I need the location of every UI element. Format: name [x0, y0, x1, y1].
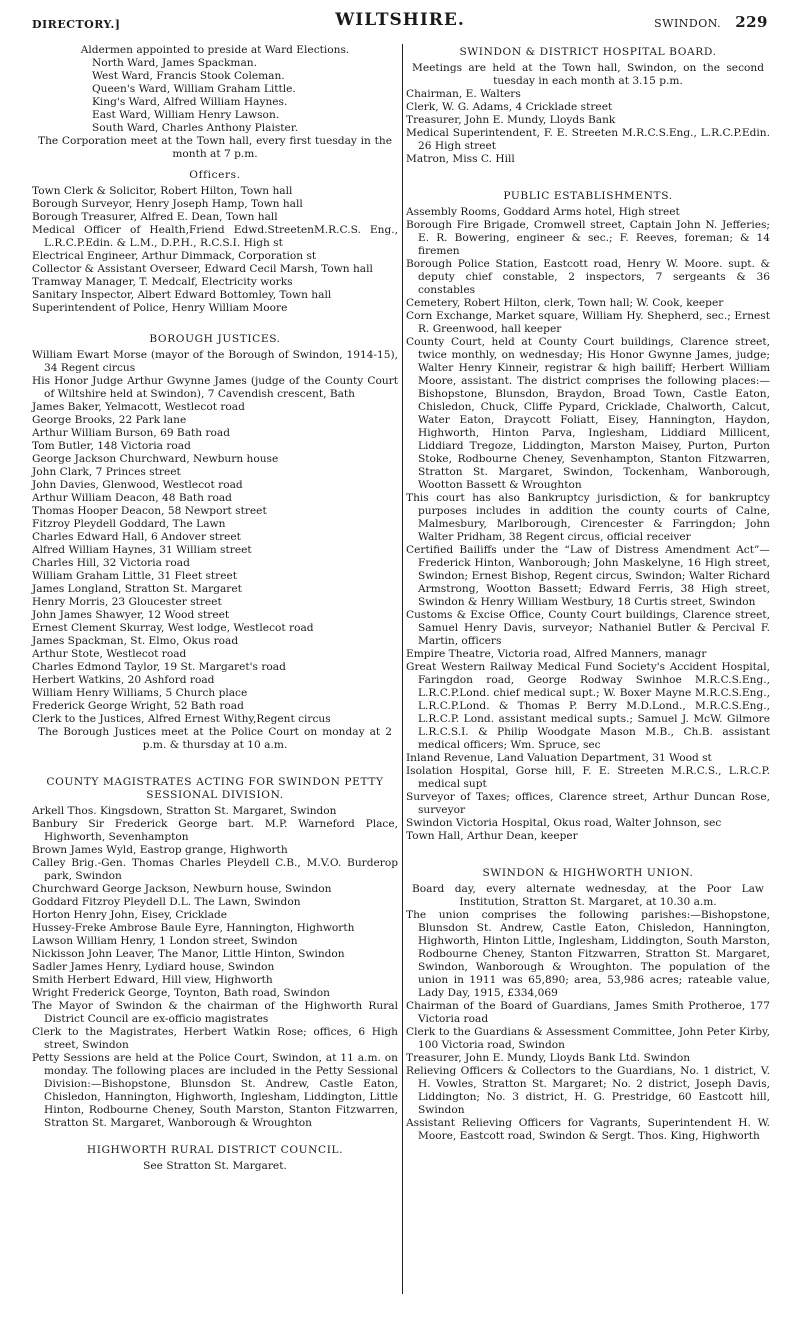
header-county: WILTSHIRE. [335, 10, 465, 30]
directory-entry: Brown James Wyld, Eastrop grange, Highworth [32, 844, 288, 856]
ward-entry: North Ward, James Spackman. [92, 57, 257, 69]
directory-entry: Clerk to the Magistrates, Herbert Watkin Rose; offices, 6 High street, Swindon [32, 1026, 398, 1051]
directory-entry: Petty Sessions are held at the Police Court, Swindon, at 11 a.m. on monday. The following places are included in the Petty Sessional Division:—Bishopstone, Blunsdon St. Andrew, Castle Eaton, Chisledon, Hannington, Highworth, Inglesham, Liddington, Little Hinton, Rodbourne Cheney, South Marston, Stanton Fitzwarren, Stratton St. Margaret, Wanborough & Wroughton [32, 1052, 398, 1129]
page-number: 229 [735, 13, 768, 31]
directory-entry: Thomas Hooper Deacon, 58 Newport street [32, 505, 267, 517]
directory-entry: Swindon Victoria Hospital, Okus road, Walter Johnson, sec [406, 817, 722, 829]
directory-entry: His Honor Judge Arthur Gwynne James (judge of the County Court of Wiltshire held at Swindon), 7 Cavendish crescent, Bath [32, 375, 398, 400]
directory-entry: This court has also Bankruptcy jurisdiction, & for bankruptcy purposes includes in addition the county courts of Calne, Malmesbury, Marlborough, Cirencester & Farringdon; John Walter Pridham, 38 Regent circus, official receiver [406, 492, 770, 543]
ward-entry: South Ward, Charles Anthony Plaister. [92, 122, 299, 134]
directory-entry: William Ewart Morse (mayor of the Borough of Swindon, 1914-15), 34 Regent circus [32, 349, 398, 374]
directory-entry: Henry Morris, 23 Gloucester street [32, 596, 222, 608]
directory-entry: John James Shawyer, 12 Wood street [32, 609, 230, 621]
directory-entry: Town Clerk & Solicitor, Robert Hilton, Town hall [32, 185, 293, 197]
directory-entry: Nickisson John Leaver, The Manor, Little Hinton, Swindon [32, 948, 345, 960]
section-heading: BOROUGH JUSTICES. [149, 333, 281, 345]
directory-entry: Inland Revenue, Land Valuation Department, 31 Wood st [406, 752, 712, 764]
directory-entry: Clerk to the Justices, Alfred Ernest Withy,Regent circus [32, 713, 331, 725]
directory-entry: Medical Superintendent, F. E. Streeten M.R.C.S.Eng., L.R.C.P.Edin. 26 High street [406, 127, 770, 152]
directory-entry: George Jackson Churchward, Newburn house [32, 453, 279, 465]
directory-entry: Herbert Watkins, 20 Ashford road [32, 674, 215, 686]
directory-entry: Treasurer, John E. Mundy, Lloyds Bank Ltd. Swindon [406, 1052, 691, 1064]
directory-entry: Calley Brig.-Gen. Thomas Charles Pleydell C.B., M.V.O. Burderop park, Swindon [32, 857, 398, 882]
directory-entry: Fitzroy Pleydell Goddard, The Lawn [32, 518, 226, 530]
directory-entry: Charles Hill, 32 Victoria road [32, 557, 190, 569]
cross-reference: See Stratton St. Margaret. [143, 1160, 287, 1172]
directory-entry: James Baker, Yelmacott, Westlecot road [32, 401, 245, 413]
directory-entry: John Davies, Glenwood, Westlecot road [32, 479, 243, 491]
directory-entry: Horton Henry John, Eisey, Cricklade [32, 909, 228, 921]
right-column [406, 44, 770, 1159]
directory-entry: Hussey-Freke Ambrose Baule Eyre, Hannington, Highworth [32, 922, 355, 934]
running-header [32, 10, 768, 34]
header-place: SWINDON. [654, 17, 722, 30]
directory-entry: Electrical Engineer, Arthur Dimmack, Corporation st [32, 250, 317, 262]
directory-entry: Borough Treasurer, Alfred E. Dean, Town hall [32, 211, 278, 223]
left-column [32, 44, 398, 1189]
section-note: The Corporation meet at the Town hall, every first tuesday in the month at 7 p.m. [38, 135, 392, 160]
directory-entry: Churchward George Jackson, Newburn house, Swindon [32, 883, 332, 895]
directory-entry: Borough Surveyor, Henry Joseph Hamp, Town hall [32, 198, 303, 210]
directory-entry: Chairman of the Board of Guardians, James Smith Protheroe, 177 Victoria road [406, 1000, 770, 1025]
directory-entry: Isolation Hospital, Gorse hill, F. E. Streeten M.R.C.S., L.R.C.P. medical supt [406, 765, 770, 790]
section [32, 1144, 398, 1173]
directory-entry: Treasurer, John E. Mundy, Lloyds Bank [406, 114, 616, 126]
ward-entry: East Ward, William Henry Lawson. [92, 109, 280, 121]
section-heading: SWINDON & HIGHWORTH UNION. [482, 867, 694, 879]
directory-entry: Clerk to the Guardians & Assessment Committee, John Peter Kirby, 100 Victoria road, Swindon [406, 1026, 770, 1051]
directory-entry: Tramway Manager, T. Medcalf, Electricity works [32, 276, 293, 288]
directory-entry: Arthur William Burson, 69 Bath road [32, 427, 231, 439]
ward-entry: West Ward, Francis Stook Coleman. [92, 70, 285, 82]
directory-entry: Sanitary Inspector, Albert Edward Bottomley, Town hall [32, 289, 332, 301]
directory-entry: Smith Herbert Edward, Hill view, Highworth [32, 974, 273, 986]
directory-entry: Superintendent of Police, Henry William Moore [32, 302, 288, 314]
directory-entry: Charles Edmond Taylor, 19 St. Margaret's road [32, 661, 286, 673]
directory-entry: Customs & Excise Office, County Court buildings, Clarence street, Samuel Henry Davis, surveyor; Nathaniel Butler & Percival F. Martin, officers [406, 609, 770, 647]
directory-entry: Certified Bailiffs under the “Law of Distress Amendment Act”—Frederick Hinton, Wanborough; John Maskelyne, 16 High street, Swindon; Ernest Bishop, Regent circus, Swindon; Walter Richard Armstrong, Wootton Bassett; Edward Ferris, 38 High street, Swindon & Henry William Westbury, 18 Curtis street, Swindon [406, 544, 770, 608]
directory-entry: George Brooks, 22 Park lane [32, 414, 187, 426]
directory-entry: James Longland, Stratton St. Margaret [32, 583, 242, 595]
section-heading: COUNTY MAGISTRATES ACTING FOR SWINDON PETTY SESSIONAL DIVISION. [46, 776, 384, 801]
section-intro: Aldermen appointed to preside at Ward Elections. [80, 44, 350, 56]
directory-entry: Arkell Thos. Kingsdown, Stratton St. Margaret, Swindon [32, 805, 337, 817]
directory-entry: Assembly Rooms, Goddard Arms hotel, High street [406, 206, 680, 218]
section-subheading: Officers. [189, 169, 241, 181]
directory-entry: Alfred William Haynes, 31 William street [32, 544, 252, 556]
header-place-page [654, 13, 768, 31]
directory-entry: Clerk, W. G. Adams, 4 Cricklade street [406, 101, 613, 113]
ward-entry: Queen's Ward, William Graham Little. [92, 83, 296, 95]
directory-entry: Borough Police Station, Eastcott road, Henry W. Moore. supt. & deputy chief constable, 2 inspectors, 7 sergeants & 36 constables [406, 258, 770, 296]
section-heading: SWINDON & DISTRICT HOSPITAL BOARD. [459, 46, 717, 58]
directory-entry: Tom Butler, 148 Victoria road [32, 440, 191, 452]
section [32, 44, 398, 161]
directory-entry: Lawson William Henry, 1 London street, Swindon [32, 935, 298, 947]
directory-entry: Relieving Officers & Collectors to the Guardians, No. 1 district, V. H. Vowles, Stratton St. Margaret; No. 2 district, Joseph Davis, Liddington; No. 3 district, H. G. Prestridge, 60 Eastcott hill, Swindon [406, 1065, 770, 1116]
directory-entry: Matron, Miss C. Hill [406, 153, 515, 165]
section-note: Meetings are held at the Town hall, Swindon, on the second tuesday in each month at 3.15 p.m. [412, 62, 764, 87]
directory-entry: Borough Fire Brigade, Cromwell street, Captain John N. Jefferies; E. R. Bowering, engineer & sec.; F. Reeves, foreman; & 14 firemen [406, 219, 770, 257]
column-divider [402, 44, 403, 1294]
directory-entry: County Court, held at County Court buildings, Clarence street, twice monthly, on wednesday; His Honor Gwynne James, judge; Walter Henry Kinneir, registrar & high bailiff; Herbert William Moore, assistant. The district comprises the following places:—Bishopstone, Blunsdon, Braydon, Broad Town, Castle Eaton, Chisledon, Chuck, Cliffe Pypard, Cricklade, Chalworth, Calcut, Water Eaton, Draycott Foliatt, Eisey, Hannington, Haydon, Highworth, Hinton Parva, Inglesham, Liddiard Millicent, Liddiard Tregoze, Liddington, Marston Maisey, Purton, Purton Stoke, Rodbourne Cheney, Sevenhampton, Stanton Fitzwarren, Stratton St. Margaret, Swindon, Tockenham, Wanborough, Wootton Bassett & Wroughton [406, 336, 770, 491]
directory-entry: Frederick George Wright, 52 Bath road [32, 700, 244, 712]
section [406, 867, 770, 1143]
directory-entry: Ernest Clement Skurray, West lodge, Westlecot road [32, 622, 314, 634]
directory-entry: Goddard Fitzroy Pleydell D.L. The Lawn, Swindon [32, 896, 301, 908]
header-directory: DIRECTORY.] [32, 18, 121, 31]
directory-entry: Empire Theatre, Victoria road, Alfred Manners, managr [406, 648, 707, 660]
section [406, 190, 770, 843]
directory-entry: The Mayor of Swindon & the chairman of the Highworth Rural District Council are ex-officio magistrates [32, 1000, 398, 1025]
directory-entry: Medical Officer of Health,Friend Edwd.StreetenM.R.C.S. Eng., L.R.C.P.Edin. & L.M., D.P.H., R.C.S.I. High st [32, 224, 398, 249]
directory-entry: Arthur Stote, Westlecot road [32, 648, 187, 660]
section-heading: PUBLIC ESTABLISHMENTS. [503, 190, 673, 202]
directory-entry: Cemetery, Robert Hilton, clerk, Town hall; W. Cook, keeper [406, 297, 724, 309]
directory-entry: Town Hall, Arthur Dean, keeper [406, 830, 578, 842]
directory-entry: William Graham Little, 31 Fleet street [32, 570, 238, 582]
ward-entry: King's Ward, Alfred William Haynes. [92, 96, 288, 108]
section [32, 169, 398, 315]
directory-entry: Chairman, E. Walters [406, 88, 521, 100]
directory-entry: Charles Edward Hall, 6 Andover street [32, 531, 241, 543]
section [32, 333, 398, 752]
directory-entry: John Clark, 7 Princes street [32, 466, 181, 478]
directory-entry: Collector & Assistant Overseer, Edward Cecil Marsh, Town hall [32, 263, 373, 275]
directory-entry: Wright Frederick George, Toynton, Bath road, Swindon [32, 987, 330, 999]
directory-entry: Sadler James Henry, Lydiard house, Swindon [32, 961, 275, 973]
directory-entry: James Spackman, St. Elmo, Okus road [32, 635, 239, 647]
section-note: Board day, every alternate wednesday, at the Poor Law Institution, Stratton St. Margaret, at 10.30 a.m. [412, 883, 764, 908]
directory-entry: Great Western Railway Medical Fund Society's Accident Hospital, Faringdon road, George Rodway Swinhoe M.R.C.S.Eng., L.R.C.P.Lond. chief medical supt.; W. Boxer Mayne M.R.C.S.Eng., L.R.C.P.Lond. & Thomas P. Berry M.D.Lond., M.R.C.S.Eng., L.R.C.P. Lond. assistant medical supts.; Samuel J. McW. Gilmore L.R.C.S.I. & Philip Woodgate Mason M.B., Ch.B. assistant medical officers; Wm. Spruce, sec [406, 661, 770, 751]
section [32, 776, 398, 1130]
directory-entry: The union comprises the following parishes:—Bishopstone, Blunsdon St. Andrew, Castle Eaton, Chisledon, Hannington, Highworth, Hinton Little, Inglesham, Liddington, South Marston, Rodbourne Cheney, Stanton Fitzwarren, Stratton St. Margaret, Swindon, Wanborough & Wroughton. The population of the union in 1911 was 65,890; area, 53,986 acres; rateable value, Lady Day, 1915, £334,069 [406, 909, 770, 999]
directory-entry: Surveyor of Taxes; offices, Clarence street, Arthur Duncan Rose, surveyor [406, 791, 770, 816]
directory-entry: Assistant Relieving Officers for Vagrants, Superintendent H. W. Moore, Eastcott road, Swindon & Sergt. Thos. King, Highworth [406, 1117, 770, 1142]
directory-entry: William Henry Williams, 5 Church place [32, 687, 248, 699]
section [406, 46, 770, 166]
section-note: The Borough Justices meet at the Police Court on monday at 2 p.m. & thursday at 10 a.m. [38, 726, 392, 751]
directory-entry: Arthur William Deacon, 48 Bath road [32, 492, 232, 504]
directory-entry: Banbury Sir Frederick George bart. M.P. Warneford Place, Highworth, Sevenhampton [32, 818, 398, 843]
directory-entry: Corn Exchange, Market square, William Hy. Shepherd, sec.; Ernest R. Greenwood, hall keeper [406, 310, 770, 335]
section-heading: HIGHWORTH RURAL DISTRICT COUNCIL. [86, 1144, 344, 1156]
